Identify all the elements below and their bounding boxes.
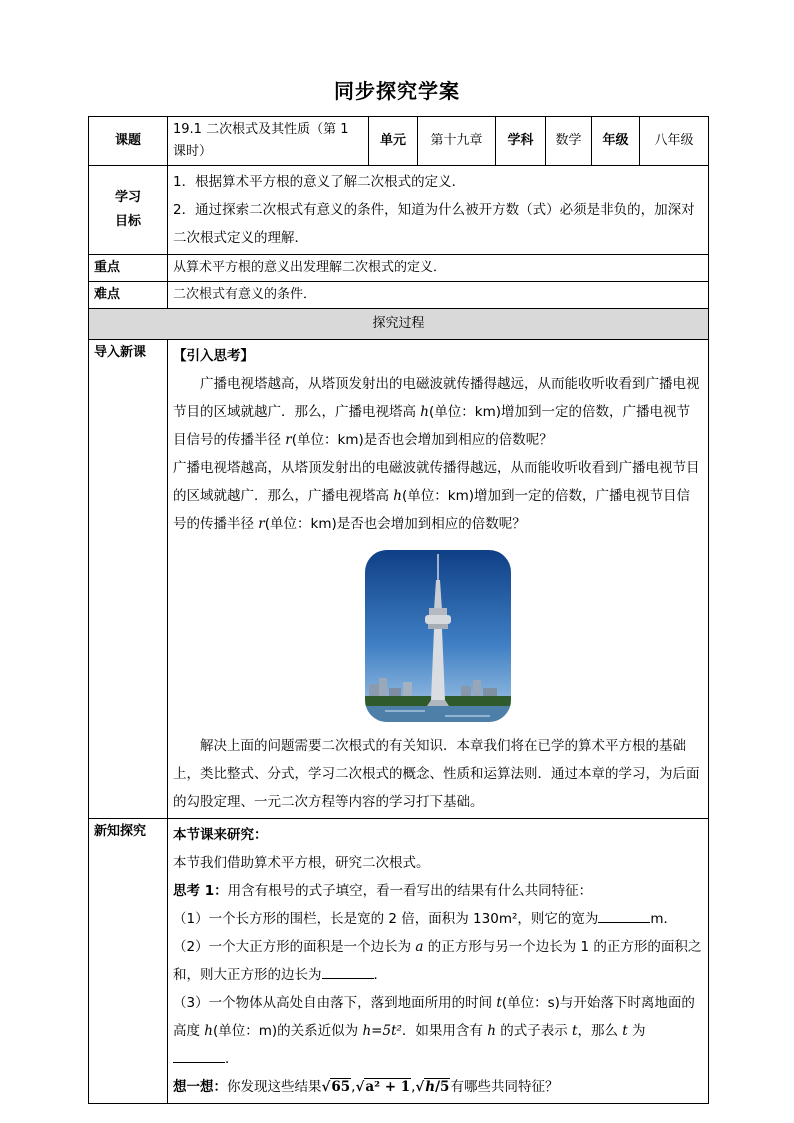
new-knowledge-content	[168, 819, 709, 1104]
key-point-text: 从算术平方根的意义出发理解二次根式的定义．	[168, 255, 709, 282]
sqrt-h-over-5: √h/5	[415, 1079, 450, 1095]
nk-question-2: （2）一个大正方形的面积是一个边长为 a 的正方形与另一个边长为 1 的正方形的面积之和，则大正方形的边长为 ．	[173, 939, 702, 983]
difficulty-text: 二次根式有意义的条件．	[168, 282, 709, 309]
nk-intro: 本节我们借助算术平方根，研究二次根式。	[173, 855, 430, 871]
intro-row	[89, 340, 709, 819]
intro-label: 导入新课	[89, 340, 168, 819]
subject-label: 学科	[496, 117, 546, 166]
page-title: 同步探究学案	[334, 79, 460, 103]
new-knowledge-row	[89, 819, 709, 1104]
goals-label: 学习 目标	[89, 166, 168, 255]
lesson-table	[88, 116, 709, 1104]
nk-question-1: （1）一个长方形的围栏，长是宽的 2 倍，面积为 130m²，则它的宽为 m．	[173, 905, 703, 933]
answer-blank-1[interactable]	[598, 908, 650, 923]
process-header-row	[89, 309, 709, 340]
grade-label: 年级	[592, 117, 640, 166]
intro-paragraph-3: 解决上面的问题需要二次根式的有关知识．本章我们将在已学的算术平方根的基础上，类比整式、分式，学习二次根式的概念、性质和运算法则．通过本章的学习，为后面的勾股定理、一元二次方程等内容的学习打下基础。	[173, 738, 700, 810]
answer-blank-2[interactable]	[322, 964, 374, 979]
goals-content	[168, 166, 709, 255]
tv-tower-image	[365, 550, 511, 722]
new-knowledge-label: 新知探究	[89, 819, 168, 1104]
unit-value: 第十九章	[418, 117, 496, 166]
intro-content	[168, 340, 709, 819]
key-point-label: 重点	[89, 255, 168, 282]
unit-label: 单元	[369, 117, 418, 166]
subject-value: 数学	[546, 117, 592, 166]
sqrt-65: √65	[321, 1079, 351, 1095]
answer-blank-3[interactable]	[173, 1048, 225, 1063]
process-header: 探究过程	[89, 309, 709, 340]
nk-think: 思考 1：用含有根号的式子填空，看一看写出的结果有什么共同特征：	[173, 883, 593, 899]
header-row	[89, 117, 709, 166]
intro-paragraph-2: 广播电视塔越高，从塔顶发射出的电磁波就传播得越远，从而能收听收看到广播电视节目的区域就越广．那么，广播电视塔高 h(单位：km)增加到一定的倍数，广播电视节目信号的传播半径 r(单位：km)是否也会增加到相应的倍数呢？	[173, 460, 700, 532]
difficulty-label: 难点	[89, 282, 168, 309]
nk-heading: 本节课来研究：	[173, 827, 268, 843]
difficulty-row	[89, 282, 709, 309]
sqrt-a2-plus-1: √a² + 1	[355, 1079, 411, 1095]
intro-heading: 【引入思考】	[173, 348, 254, 364]
key-point-row	[89, 255, 709, 282]
tv-tower-photo	[173, 550, 703, 722]
topic-label: 课题	[89, 117, 168, 166]
intro-paragraph-1: 广播电视塔越高，从塔顶发射出的电磁波就传播得越远，从而能收听收看到广播电视节目的区域就越广．那么，广播电视塔高 h(单位：km)增加到一定的倍数，广播电视节目信号的传播半径 r(单位：km)是否也会增加到相应的倍数呢？	[173, 376, 700, 448]
goal-item-2: 2．通过探索二次根式有意义的条件，知道为什么被开方数（式）必须是非负的，加深对二次根式定义的理解．	[173, 202, 695, 246]
grade-value: 八年级	[640, 117, 709, 166]
nk-question-3: （3）一个物体从高处自由落下，落到地面所用的时间 t(单位：s)与开始落下时离地面的高度 h(单位：m)的关系近似为 h=5t²．如果用含有 h 的式子表示 t，那么 t 为 ．	[173, 995, 695, 1067]
goal-item-1: 1．根据算术平方根的意义了解二次根式的定义．	[173, 174, 466, 190]
nk-try: 想一想：你发现这些结果√65,√a² + 1,√h/5有哪些共同特征？	[173, 1079, 559, 1095]
goals-row	[89, 166, 709, 255]
topic-value: 19.1 二次根式及其性质（第 1 课时）	[168, 117, 369, 166]
